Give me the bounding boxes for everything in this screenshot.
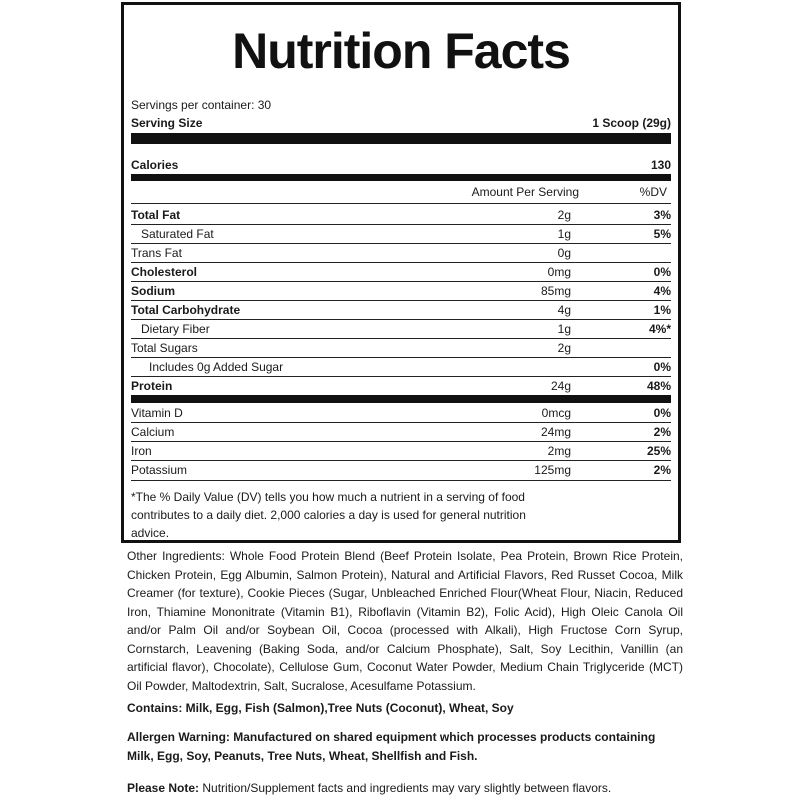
nutrient-name: Protein (131, 379, 173, 393)
divider (131, 243, 671, 244)
serving-size-label: Serving Size (131, 116, 203, 130)
nutrient-name: Dietary Fiber (141, 322, 210, 336)
nutrient-name: Total Fat (131, 208, 181, 222)
nutrient-dv: 4% (653, 284, 671, 298)
medium-divider (131, 395, 671, 403)
vitamin-name: Calcium (131, 425, 175, 439)
divider (131, 441, 671, 442)
vitamin-amount: 125mg (534, 463, 571, 477)
nutrient-name: Total Carbohydrate (131, 303, 241, 317)
nutrient-amount: 24g (550, 379, 571, 393)
nutrition-title: Nutrition Facts (232, 23, 570, 79)
vitamin-name: Potassium (131, 463, 188, 477)
please-note-label: Please Note: (127, 781, 200, 795)
contains-statement: Contains: Milk, Egg, Fish (Salmon),Tree Nuts (Coconut), Wheat, Soy (127, 701, 514, 715)
nutrient-dv: 0% (653, 265, 671, 279)
vitamin-dv: 2% (653, 463, 671, 477)
dv-footnote: *The % Daily Value (DV) tells you how much a nutrient in a serving of food contributes to a daily diet. 2,000 calories a day is used for general nutrition advice. (131, 490, 526, 540)
calories-label: Calories (131, 158, 179, 172)
divider (131, 357, 671, 358)
nutrient-dv: 4%* (648, 322, 671, 336)
vitamin-amount: 2mg (547, 444, 571, 458)
vitamin-amount: 24mg (540, 425, 571, 439)
calories-value: 130 (650, 158, 671, 172)
medium-divider (131, 174, 671, 181)
divider (131, 480, 671, 481)
please-note-text: Nutrition/Supplement facts and ingredients may vary slightly between flavors. (199, 781, 612, 795)
dv-header: %DV (639, 185, 667, 199)
vitamin-name: Iron (131, 444, 152, 458)
nutrient-name: Saturated Fat (141, 227, 214, 241)
nutrient-amount: 0g (557, 246, 571, 260)
nutrition-facts-panel (121, 2, 681, 543)
nutrient-amount: 1g (557, 227, 571, 241)
please-note (127, 779, 683, 798)
vitamin-dv: 0% (653, 406, 671, 420)
vitamin-name: Vitamin D (131, 406, 183, 420)
vitamin-dv: 2% (653, 425, 671, 439)
nutrient-dv: 3% (653, 208, 671, 222)
vitamin-dv: 25% (646, 444, 671, 458)
nutrient-name: Total Sugars (131, 341, 198, 355)
divider (131, 281, 671, 282)
allergen-warning: Allergen Warning: Manufactured on shared equipment which processes products containing Milk, Egg, Soy, Peanuts, Tree Nuts, Wheat, Shellfish and Fish. (127, 730, 656, 763)
servings-text: Servings per container: 30 (131, 98, 272, 112)
other-ingredients: Other Ingredients: Whole Food Protein Blend (Beef Protein Isolate, Pea Protein, Brown Rice Protein, Chicken Protein, Egg Albumin, Salmon Protein), Natural and Artificial Flavors, Red Russet Cocoa, Milk Creamer (for texture), Cookie Pieces (Sugar, Unbleached Enriched Flour(Wheat Flour, Niacin, Reduced Iron, Thiamine Mononitrate (Vitamin B1), Riboflavin (Vitamin B2), Folic Acid), High Oleic Canola Oil and/or Palm Oil and/or Soybean Oil, Cocoa (processed with Alkali), High Fructose Corn Syrup, Cornstarch, Leavening (Baking Soda, and/or Calcium Phosphate), Salt, Soy Lecithin, Vanillin (an artificial flavor), Chocolate), Cellulose Gum, Coconut Water Powder, Medium Chain Triglyceride (MCT) Oil Powder, Maltodextrin, Salt, Sucralose, Acesulfame Potassium. (127, 549, 683, 693)
thick-divider (131, 133, 671, 144)
serving-size-value: 1 Scoop (29g) (592, 116, 671, 130)
nutrient-dv: 5% (653, 227, 671, 241)
nutrient-amount: 1g (557, 322, 571, 336)
divider (131, 319, 671, 320)
nutrient-amount: 0mg (547, 265, 571, 279)
nutrient-name: Trans Fat (131, 246, 182, 260)
divider (131, 203, 671, 204)
nutrient-amount: 2g (557, 208, 571, 222)
amount-header: Amount Per Serving (471, 185, 579, 199)
nutrient-amount: 4g (557, 303, 571, 317)
nutrient-dv: 48% (646, 379, 671, 393)
divider (131, 338, 671, 339)
divider (131, 376, 671, 377)
nutrient-name: Cholesterol (131, 265, 198, 279)
nutrient-amount: 85mg (540, 284, 571, 298)
divider (131, 262, 671, 263)
divider (131, 422, 671, 423)
divider (131, 460, 671, 461)
nutrient-dv: 0% (653, 360, 671, 374)
nutrient-name: Includes 0g Added Sugar (149, 360, 284, 374)
divider (131, 224, 671, 225)
nutrient-name: Sodium (131, 284, 175, 298)
divider (131, 300, 671, 301)
vitamin-amount: 0mcg (541, 406, 571, 420)
nutrient-dv: 1% (653, 303, 671, 317)
nutrient-amount: 2g (557, 341, 571, 355)
